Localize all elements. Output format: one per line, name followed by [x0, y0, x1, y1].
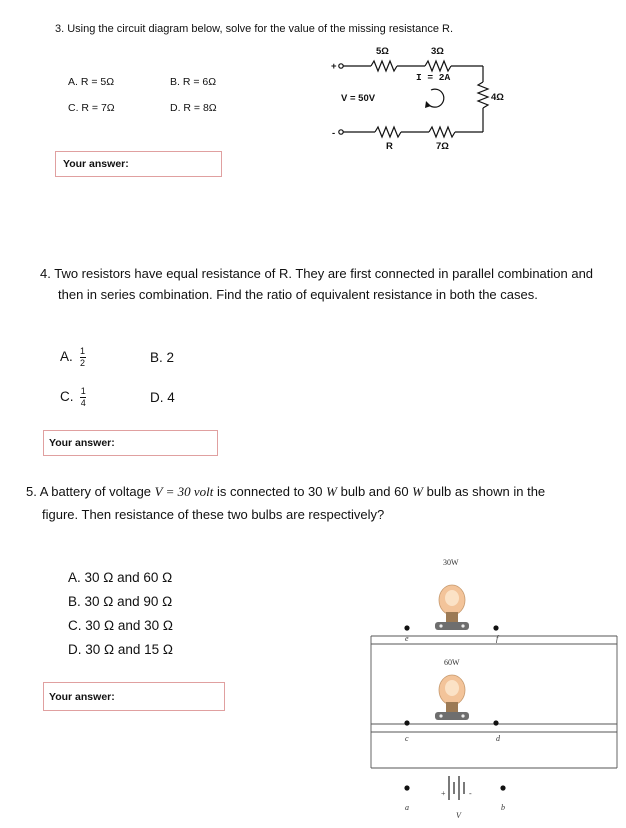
q5-text-mid: is connected to 30	[213, 484, 327, 499]
q4-option-b[interactable]: B. 2	[150, 350, 175, 365]
q3-circuit-plus: +	[331, 61, 337, 72]
q3-circuit-minus: -	[332, 128, 336, 139]
terminal-f-label: f	[496, 634, 499, 643]
q3-option-c[interactable]: C. R = 7Ω	[68, 102, 115, 114]
q3-circuit-4ohm: 4Ω	[491, 92, 504, 103]
q5-option-d[interactable]: D. 30 Ω and 15 Ω	[68, 642, 173, 657]
q5-text-mid2: bulb and 60	[336, 484, 413, 499]
q5-option-b[interactable]: B. 30 Ω and 90 Ω	[68, 594, 173, 609]
q3-answer-field[interactable]	[55, 151, 222, 177]
q4-option-a-num: 1	[80, 346, 86, 356]
q4-option-a-fraction	[80, 347, 86, 368]
q5-text-w1: W	[326, 484, 337, 499]
q4-option-c-label: C.	[60, 389, 74, 405]
q3-answer-label: Your answer:	[63, 158, 129, 170]
q3-circuit-diagram	[325, 40, 525, 155]
q5-text-w2: W	[412, 484, 424, 499]
bulb2-label: 60W	[444, 658, 460, 667]
terminal-a-label: a	[405, 803, 409, 812]
q3-circuit-5ohm: 5Ω	[376, 46, 389, 57]
q4-option-c-fraction	[80, 387, 86, 408]
q5-text-pre: 5. A battery of voltage	[26, 484, 155, 499]
q3-question-text: 3. Using the circuit diagram below, solve for the value of the missing resistance R.	[55, 23, 454, 35]
q5-option-a[interactable]: A. 30 Ω and 60 Ω	[68, 570, 173, 585]
battery-plus: +	[441, 789, 446, 798]
q5-bulb-circuit-figure	[365, 548, 623, 823]
q3-circuit-3ohm: 3Ω	[431, 46, 444, 57]
q4-option-c[interactable]	[60, 387, 86, 408]
q4-option-a[interactable]	[60, 347, 86, 368]
q4-option-a-den: 2	[80, 358, 86, 368]
terminal-c-label: c	[405, 734, 409, 743]
terminal-d-label: d	[496, 734, 500, 743]
q5-answer-label: Your answer:	[49, 691, 115, 703]
battery-symbol	[449, 776, 464, 800]
q5-text-post: bulb as shown in the	[423, 484, 546, 499]
q4-question-line2: then in series combination. Find the ratio of equivalent resistance in both the cases.	[58, 287, 538, 302]
terminal-b-label: b	[501, 803, 505, 812]
bulb1-label: 30W	[443, 558, 459, 567]
q5-question-line2: figure. Then resistance of these two bulbs are respectively?	[42, 507, 385, 522]
q3-option-a[interactable]: A. R = 5Ω	[68, 76, 115, 88]
q4-option-d[interactable]: D. 4	[150, 390, 175, 405]
q4-question-line1: 4. Two resistors have equal resistance of R. They are first connected in parallel combination and	[40, 266, 594, 281]
q4-option-c-den: 4	[80, 398, 86, 408]
q5-text-voltage: V = 30 volt	[154, 484, 214, 499]
q3-option-b[interactable]: B. R = 6Ω	[170, 76, 217, 88]
terminal-e-label: e	[405, 634, 409, 643]
q3-option-d[interactable]: D. R = 8Ω	[170, 102, 217, 114]
q4-option-a-label: A.	[60, 349, 73, 365]
q3-circuit-current: I = 2A	[416, 72, 451, 83]
bulb-30w	[435, 585, 469, 630]
q3-circuit-R: R	[386, 141, 393, 152]
q5-answer-field[interactable]	[43, 682, 225, 711]
battery-v-label: V	[456, 811, 461, 820]
q5-question-line1	[26, 481, 545, 502]
q4-option-c-num: 1	[80, 386, 86, 396]
battery-minus: -	[469, 789, 472, 798]
q5-option-c[interactable]: C. 30 Ω and 30 Ω	[68, 618, 173, 633]
q4-answer-field[interactable]	[43, 430, 218, 456]
q4-answer-label: Your answer:	[49, 437, 115, 449]
q3-circuit-voltage: V = 50V	[341, 93, 376, 104]
bulb-60w	[435, 675, 469, 720]
q3-circuit-7ohm: 7Ω	[436, 141, 449, 152]
